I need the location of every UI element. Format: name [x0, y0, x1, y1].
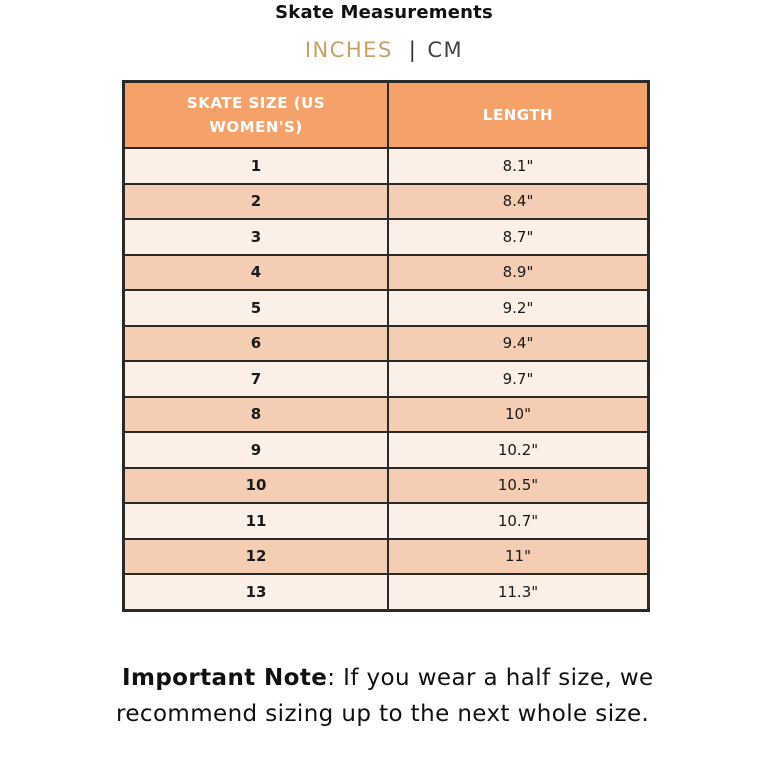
cell-size: 2	[124, 184, 389, 220]
table-row	[124, 219, 649, 255]
table-row	[124, 574, 649, 610]
cell-size: 13	[124, 574, 389, 610]
cell-length: 9.7"	[388, 361, 649, 397]
cell-size: 4	[124, 255, 389, 291]
cell-size: 6	[124, 326, 389, 362]
cell-length: 10.5"	[388, 468, 649, 504]
column-header-size-line1: SKATE SIZE (US	[186, 94, 326, 112]
column-header-length: LENGTH	[388, 82, 649, 149]
cell-length: 9.2"	[388, 290, 649, 326]
cell-length: 11.3"	[388, 574, 649, 610]
unit-cm-option[interactable]: CM	[427, 38, 464, 62]
table-row	[124, 255, 649, 291]
cell-length: 8.1"	[388, 148, 649, 184]
column-header-size-line2: WOMEN'S)	[209, 118, 303, 136]
cell-size: 10	[124, 468, 389, 504]
table-row	[124, 148, 649, 184]
table-row	[124, 184, 649, 220]
unit-toggle	[0, 38, 768, 62]
size-table	[122, 80, 650, 612]
cell-size: 8	[124, 397, 389, 433]
column-header-size	[124, 82, 389, 149]
note-label: Important Note	[122, 665, 328, 691]
table-row	[124, 326, 649, 362]
table-row	[124, 290, 649, 326]
cell-length: 10.2"	[388, 432, 649, 468]
cell-length: 8.9"	[388, 255, 649, 291]
table-row	[124, 361, 649, 397]
cell-size: 7	[124, 361, 389, 397]
cell-size: 1	[124, 148, 389, 184]
cell-length: 10.7"	[388, 503, 649, 539]
cell-length: 8.7"	[388, 219, 649, 255]
table-row	[124, 468, 649, 504]
note-text: : If you wear a half size, we recommend sizing up to the next whole size.	[116, 665, 654, 727]
table-row	[124, 503, 649, 539]
cell-size: 9	[124, 432, 389, 468]
table-row	[124, 432, 649, 468]
unit-inches-option[interactable]: INCHES	[304, 38, 393, 62]
page-title: Skate Measurements	[275, 2, 493, 23]
cell-size: 3	[124, 219, 389, 255]
important-note	[116, 660, 676, 732]
cell-size: 5	[124, 290, 389, 326]
table-header-row	[124, 82, 649, 149]
cell-length: 10"	[388, 397, 649, 433]
cell-length: 11"	[388, 539, 649, 575]
unit-separator: |	[408, 38, 418, 62]
cell-length: 9.4"	[388, 326, 649, 362]
table-row	[124, 539, 649, 575]
cell-size: 11	[124, 503, 389, 539]
cell-size: 12	[124, 539, 389, 575]
cell-length: 8.4"	[388, 184, 649, 220]
table-row	[124, 397, 649, 433]
